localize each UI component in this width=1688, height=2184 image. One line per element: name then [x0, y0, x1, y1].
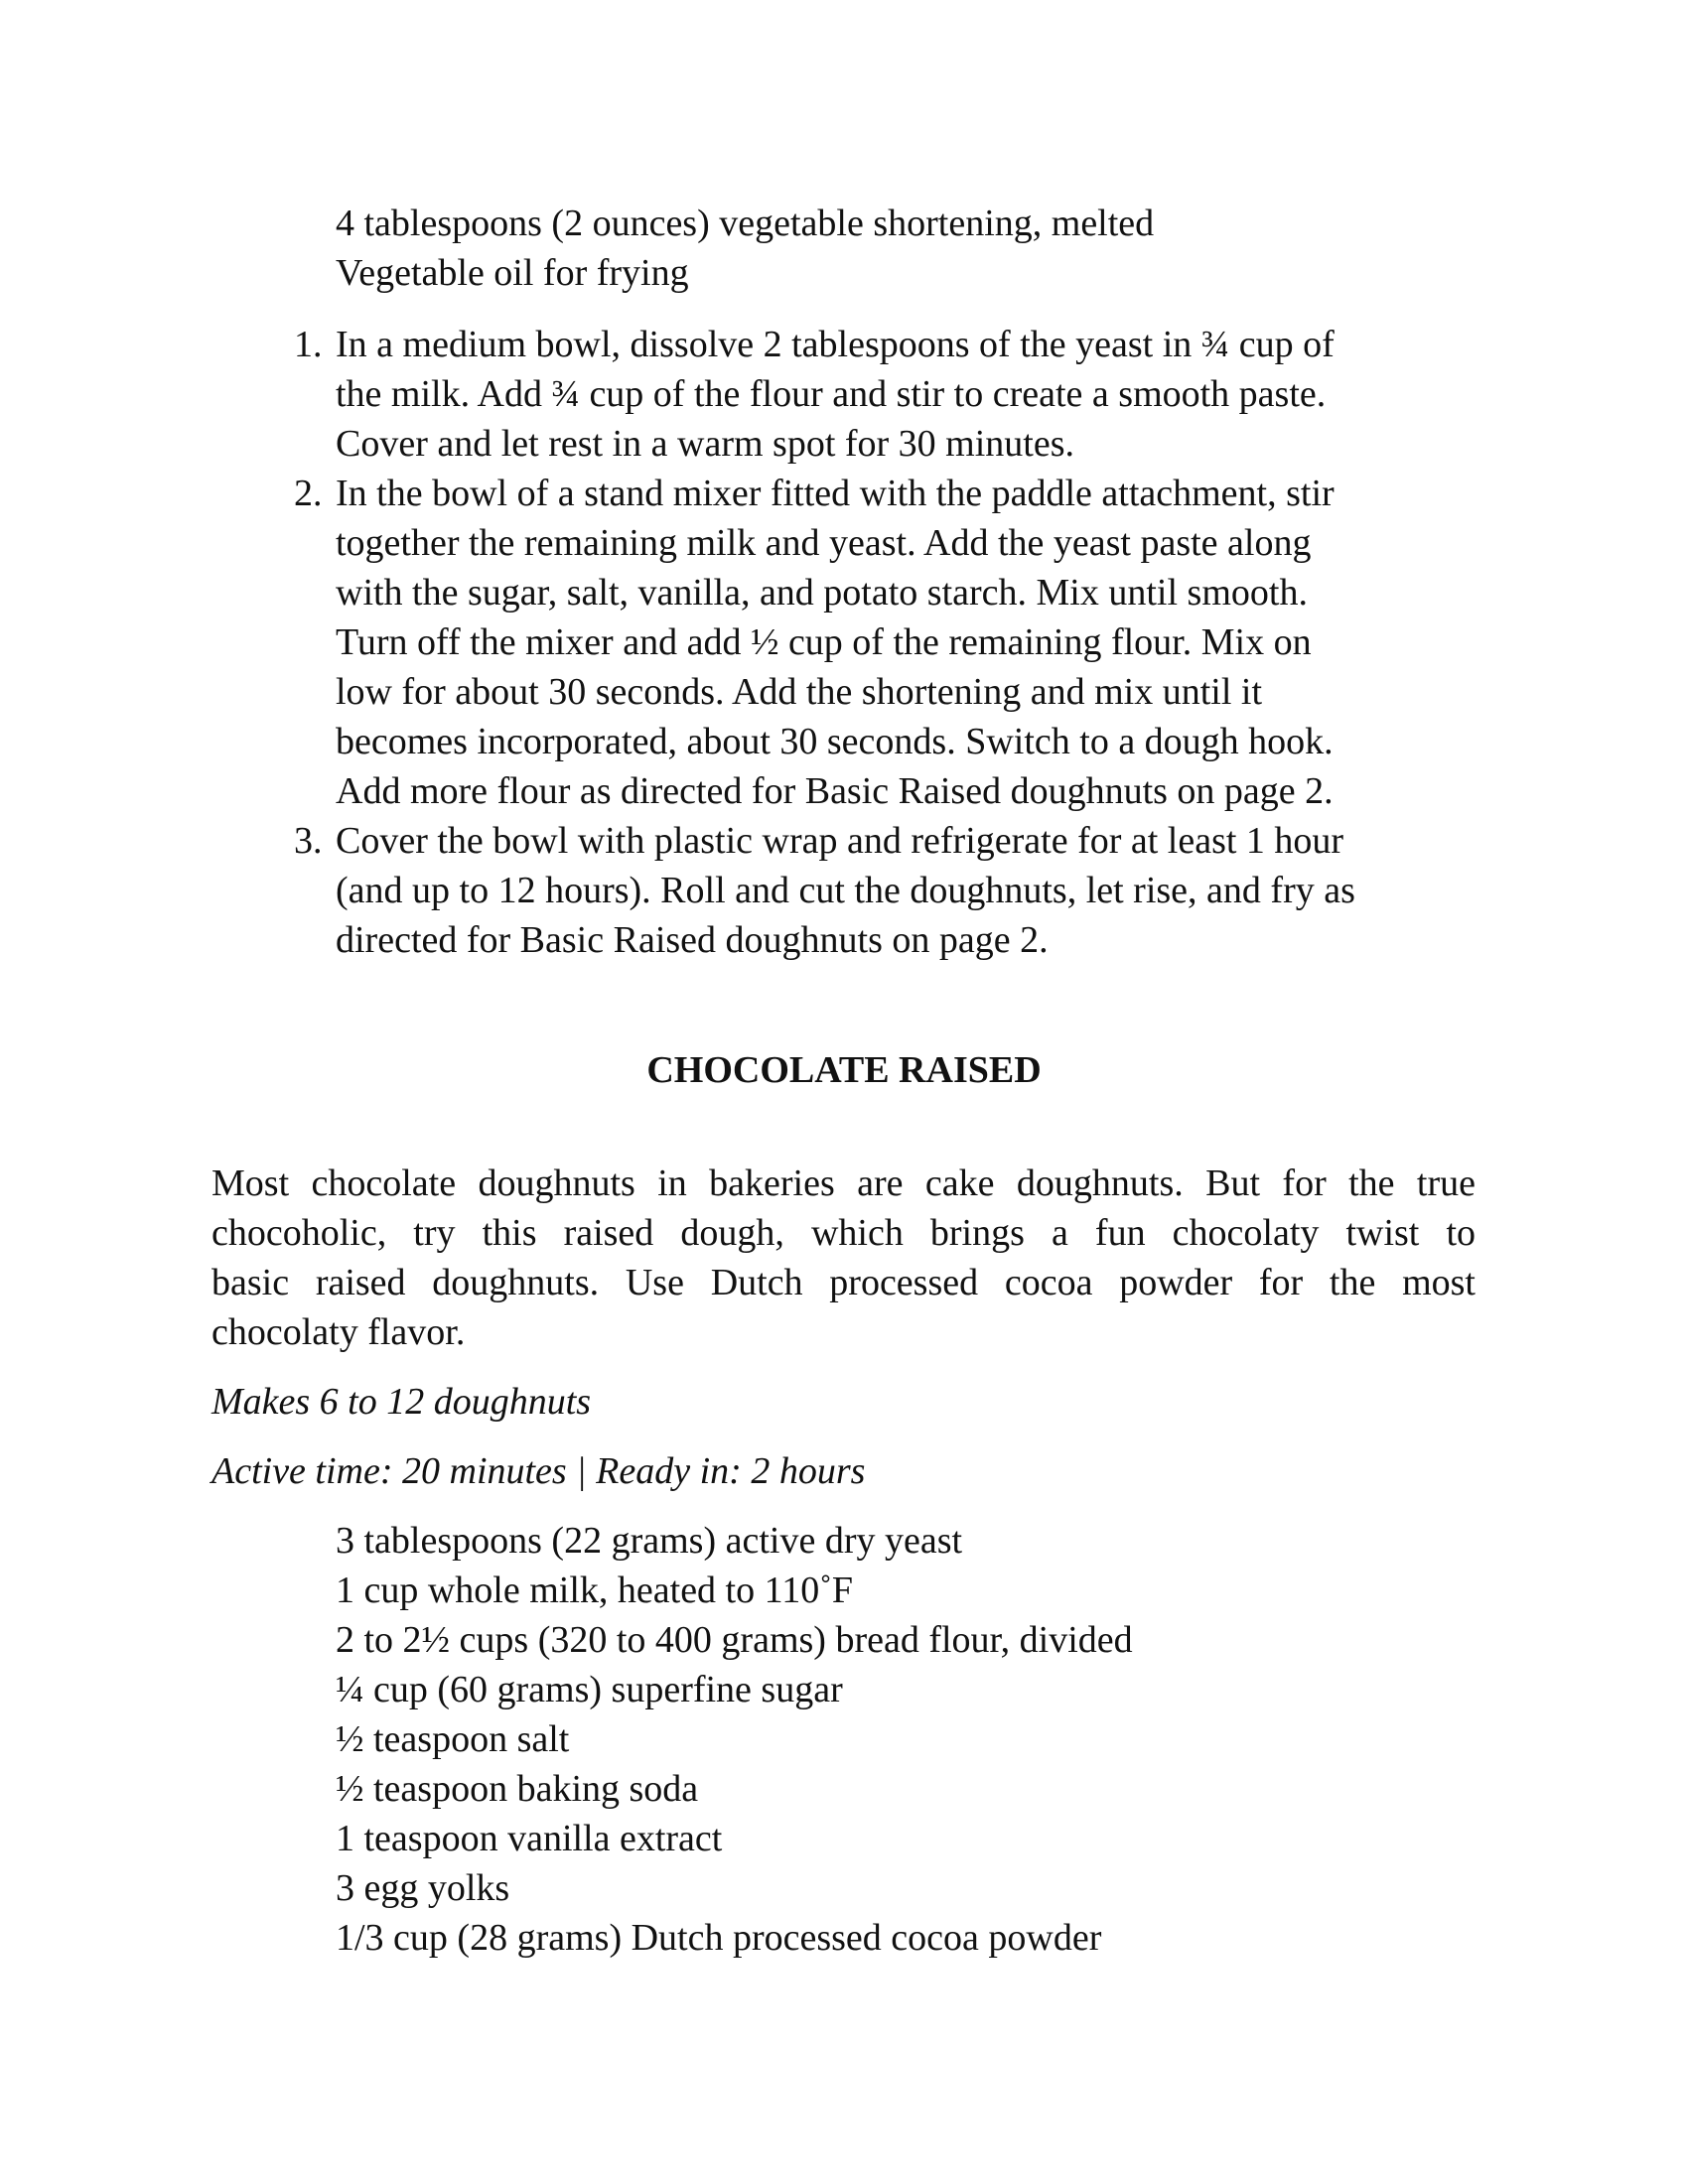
step-text-line: Add more flour as directed for Basic Raised doughnuts on page 2. [336, 770, 1334, 812]
step-text-line: low for about 30 seconds. Add the shortening and mix until it [336, 671, 1263, 713]
ingredient-line: Vegetable oil for frying [336, 252, 689, 294]
ingredient-line: 4 tablespoons (2 ounces) vegetable shortening, melted [336, 203, 1155, 244]
step-text-line: with the sugar, salt, vanilla, and potato starch. Mix until smooth. [336, 572, 1308, 614]
ingredient-line: ½ teaspoon baking soda [336, 1768, 699, 1810]
ingredient-line: 3 egg yolks [336, 1867, 510, 1909]
step-text-line: In the bowl of a stand mixer fitted with the paddle attachment, stir [336, 473, 1335, 514]
ingredient-line: 2 to 2½ cups (320 to 400 grams) bread flour, divided [336, 1619, 1133, 1661]
step-text-line: In a medium bowl, dissolve 2 tablespoons of the yeast in ¾ cup of [336, 324, 1335, 365]
ingredient-line: ½ teaspoon salt [336, 1718, 570, 1760]
intro-line: Most chocolate doughnuts in bakeries are cake doughnuts. But for the true [211, 1162, 1476, 1204]
step-text-line: together the remaining milk and yeast. Add the yeast paste along [336, 522, 1312, 564]
ingredient-line: ¼ cup (60 grams) superfine sugar [336, 1669, 843, 1710]
recipe-time: Active time: 20 minutes | Ready in: 2 hours [211, 1450, 866, 1492]
ingredient-line: 1/3 cup (28 grams) Dutch processed cocoa powder [336, 1917, 1102, 1959]
step-number: 1. [294, 324, 323, 365]
step-text-line: becomes incorporated, about 30 seconds. Switch to a dough hook. [336, 721, 1334, 762]
step-text-line: Turn off the mixer and add ½ cup of the remaining flour. Mix on [336, 621, 1312, 663]
step-text-line: the milk. Add ¾ cup of the flour and stir to create a smooth paste. [336, 373, 1327, 415]
intro-line: chocolaty flavor. [211, 1311, 466, 1353]
ingredient-line: 1 teaspoon vanilla extract [336, 1818, 723, 1859]
ingredient-line: 3 tablespoons (22 grams) active dry yeast [336, 1520, 963, 1562]
recipe-yield: Makes 6 to 12 doughnuts [211, 1381, 592, 1423]
step-text-line: (and up to 12 hours). Roll and cut the doughnuts, let rise, and fry as [336, 870, 1355, 911]
intro-line: basic raised doughnuts. Use Dutch processed cocoa powder for the most [211, 1262, 1476, 1303]
step-number: 3. [294, 820, 323, 862]
step-text-line: Cover the bowl with plastic wrap and refrigerate for at least 1 hour [336, 820, 1344, 862]
step-text-line: Cover and let rest in a warm spot for 30 minutes. [336, 423, 1075, 465]
step-text-line: directed for Basic Raised doughnuts on page 2. [336, 919, 1049, 961]
intro-line: chocoholic, try this raised dough, which brings a fun chocolaty twist to [211, 1212, 1476, 1254]
recipe-title: CHOCOLATE RAISED [646, 1049, 1042, 1091]
ingredient-line: 1 cup whole milk, heated to 110˚F [336, 1570, 853, 1611]
step-number: 2. [294, 473, 323, 514]
